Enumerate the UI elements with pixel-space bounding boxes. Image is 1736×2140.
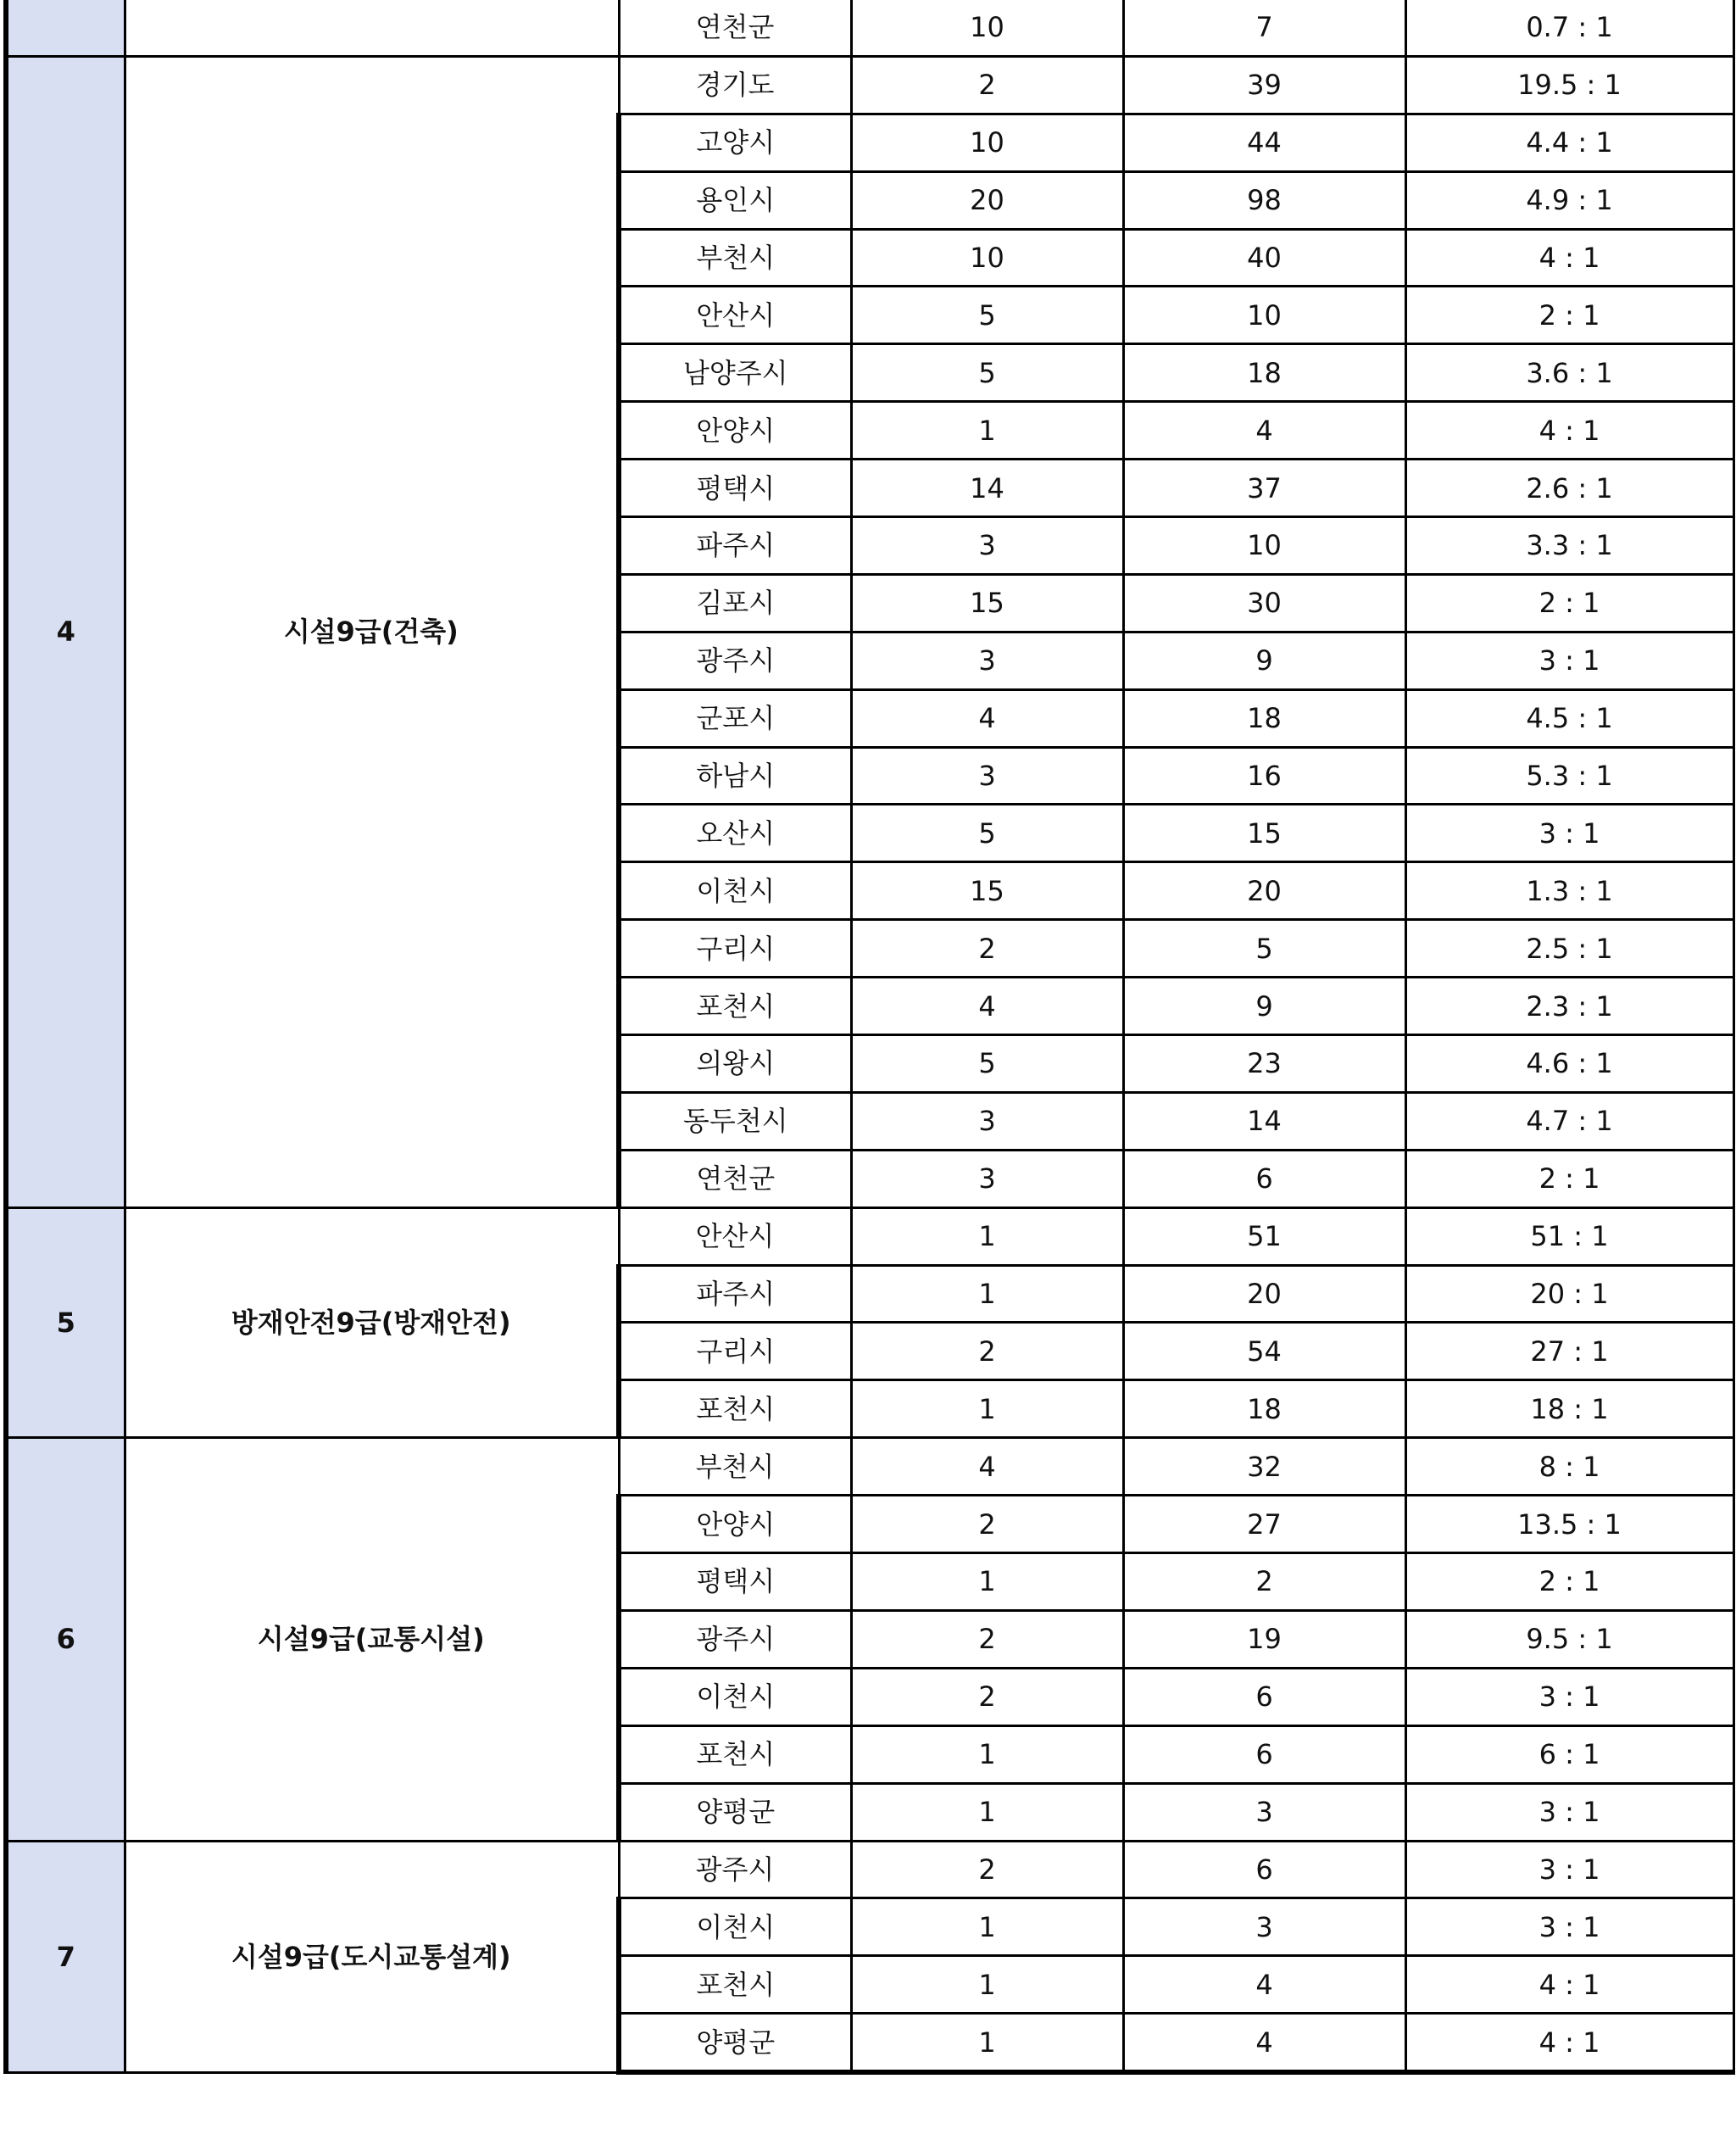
positions-cell: 1 [851, 1783, 1123, 1841]
applicants-cell: 18 [1123, 344, 1405, 402]
region-cell: 파주시 [619, 517, 851, 575]
region-cell: 군포시 [619, 689, 851, 747]
positions-cell: 1 [851, 1553, 1123, 1611]
positions-cell: 1 [851, 1207, 1123, 1265]
ratio-cell: 6 : 1 [1405, 1725, 1733, 1783]
applicants-cell: 40 [1123, 229, 1405, 287]
applicants-cell: 51 [1123, 1207, 1405, 1265]
applicants-cell: 3 [1123, 1783, 1405, 1841]
region-cell: 광주시 [619, 1841, 851, 1898]
applicants-cell: 9 [1123, 632, 1405, 689]
job-category-cell: 방재안전9급(방재안전) [125, 1207, 619, 1438]
region-cell: 파주시 [619, 1265, 851, 1323]
region-cell: 동두천시 [619, 1092, 851, 1150]
applicants-cell: 16 [1123, 747, 1405, 805]
region-cell: 이천시 [619, 1668, 851, 1725]
region-cell: 부천시 [619, 229, 851, 287]
region-cell: 연천군 [619, 0, 851, 56]
region-cell: 김포시 [619, 574, 851, 632]
table-body [6, 0, 1733, 2072]
applicants-cell: 10 [1123, 517, 1405, 575]
ratio-cell: 2.6 : 1 [1405, 460, 1733, 517]
ratio-cell: 3 : 1 [1405, 1898, 1733, 1956]
positions-cell: 4 [851, 689, 1123, 747]
ratio-cell: 3 : 1 [1405, 632, 1733, 689]
applicants-cell: 4 [1123, 2014, 1405, 2072]
job-category-cell [125, 0, 619, 56]
applicants-cell: 5 [1123, 920, 1405, 978]
positions-cell: 3 [851, 1092, 1123, 1150]
positions-cell: 3 [851, 747, 1123, 805]
ratio-cell: 3 : 1 [1405, 1668, 1733, 1725]
positions-cell: 2 [851, 1610, 1123, 1668]
positions-cell: 10 [851, 114, 1123, 171]
group-number-cell: 7 [6, 1841, 125, 2072]
group-number-cell [6, 0, 125, 56]
region-cell: 구리시 [619, 920, 851, 978]
ratio-cell: 3.3 : 1 [1405, 517, 1733, 575]
region-cell: 평택시 [619, 460, 851, 517]
ratio-cell: 2.5 : 1 [1405, 920, 1733, 978]
competition-ratio-table [3, 0, 1735, 2075]
applicants-cell: 44 [1123, 114, 1405, 171]
positions-cell: 2 [851, 1496, 1123, 1553]
region-cell: 연천군 [619, 1150, 851, 1207]
region-cell: 구리시 [619, 1323, 851, 1380]
region-cell: 부천시 [619, 1438, 851, 1496]
ratio-cell: 51 : 1 [1405, 1207, 1733, 1265]
applicants-cell: 23 [1123, 1035, 1405, 1093]
ratio-cell: 2 : 1 [1405, 1150, 1733, 1207]
region-cell: 양평군 [619, 2014, 851, 2072]
ratio-cell: 4.6 : 1 [1405, 1035, 1733, 1093]
positions-cell: 15 [851, 862, 1123, 920]
applicants-cell: 9 [1123, 978, 1405, 1035]
region-cell: 포천시 [619, 1725, 851, 1783]
positions-cell: 3 [851, 632, 1123, 689]
applicants-cell: 20 [1123, 862, 1405, 920]
ratio-cell: 2.3 : 1 [1405, 978, 1733, 1035]
positions-cell: 2 [851, 56, 1123, 114]
ratio-cell: 4.9 : 1 [1405, 171, 1733, 229]
ratio-cell: 4.4 : 1 [1405, 114, 1733, 171]
ratio-cell: 1.3 : 1 [1405, 862, 1733, 920]
applicants-cell: 27 [1123, 1496, 1405, 1553]
applicants-cell: 10 [1123, 287, 1405, 344]
region-cell: 오산시 [619, 805, 851, 862]
job-category-cell: 시설9급(건축) [125, 56, 619, 1207]
applicants-cell: 37 [1123, 460, 1405, 517]
positions-cell: 1 [851, 1725, 1123, 1783]
positions-cell: 10 [851, 229, 1123, 287]
applicants-cell: 3 [1123, 1898, 1405, 1956]
ratio-cell: 3 : 1 [1405, 1783, 1733, 1841]
table-row [6, 56, 1733, 114]
ratio-cell: 4 : 1 [1405, 229, 1733, 287]
applicants-cell: 6 [1123, 1725, 1405, 1783]
region-cell: 이천시 [619, 862, 851, 920]
positions-cell: 2 [851, 1668, 1123, 1725]
positions-cell: 1 [851, 1380, 1123, 1438]
ratio-cell: 4.7 : 1 [1405, 1092, 1733, 1150]
region-cell: 의왕시 [619, 1035, 851, 1093]
positions-cell: 2 [851, 1323, 1123, 1380]
ratio-cell: 9.5 : 1 [1405, 1610, 1733, 1668]
positions-cell: 3 [851, 517, 1123, 575]
ratio-cell: 27 : 1 [1405, 1323, 1733, 1380]
positions-cell: 4 [851, 1438, 1123, 1496]
ratio-cell: 4 : 1 [1405, 402, 1733, 460]
ratio-cell: 18 : 1 [1405, 1380, 1733, 1438]
positions-cell: 5 [851, 344, 1123, 402]
ratio-cell: 8 : 1 [1405, 1438, 1733, 1496]
table-row [6, 1841, 1733, 1898]
job-category-cell: 시설9급(교통시설) [125, 1438, 619, 1841]
ratio-cell: 13.5 : 1 [1405, 1496, 1733, 1553]
ratio-cell: 5.3 : 1 [1405, 747, 1733, 805]
group-number-cell: 5 [6, 1207, 125, 1438]
ratio-cell: 19.5 : 1 [1405, 56, 1733, 114]
applicants-cell: 2 [1123, 1553, 1405, 1611]
positions-cell: 1 [851, 2014, 1123, 2072]
region-cell: 평택시 [619, 1553, 851, 1611]
applicants-cell: 6 [1123, 1668, 1405, 1725]
positions-cell: 14 [851, 460, 1123, 517]
positions-cell: 5 [851, 1035, 1123, 1093]
ratio-cell: 4 : 1 [1405, 2014, 1733, 2072]
region-cell: 고양시 [619, 114, 851, 171]
ratio-cell: 2 : 1 [1405, 574, 1733, 632]
ratio-cell: 2 : 1 [1405, 287, 1733, 344]
applicants-cell: 32 [1123, 1438, 1405, 1496]
applicants-cell: 6 [1123, 1841, 1405, 1898]
region-cell: 포천시 [619, 1380, 851, 1438]
region-cell: 남양주시 [619, 344, 851, 402]
applicants-cell: 4 [1123, 1956, 1405, 2014]
region-cell: 하남시 [619, 747, 851, 805]
region-cell: 포천시 [619, 1956, 851, 2014]
table-row [6, 1438, 1733, 1496]
positions-cell: 20 [851, 171, 1123, 229]
applicants-cell: 18 [1123, 1380, 1405, 1438]
ratio-cell: 3.6 : 1 [1405, 344, 1733, 402]
ratio-cell: 3 : 1 [1405, 1841, 1733, 1898]
ratio-cell: 2 : 1 [1405, 1553, 1733, 1611]
table-row [6, 0, 1733, 56]
applicants-cell: 30 [1123, 574, 1405, 632]
applicants-cell: 54 [1123, 1323, 1405, 1380]
positions-cell: 1 [851, 1265, 1123, 1323]
positions-cell: 2 [851, 1841, 1123, 1898]
positions-cell: 1 [851, 1898, 1123, 1956]
region-cell: 광주시 [619, 632, 851, 689]
applicants-cell: 7 [1123, 0, 1405, 56]
applicants-cell: 20 [1123, 1265, 1405, 1323]
region-cell: 안산시 [619, 287, 851, 344]
region-cell: 포천시 [619, 978, 851, 1035]
applicants-cell: 18 [1123, 689, 1405, 747]
table-row [6, 1207, 1733, 1265]
ratio-cell: 0.7 : 1 [1405, 0, 1733, 56]
applicants-cell: 6 [1123, 1150, 1405, 1207]
ratio-cell: 20 : 1 [1405, 1265, 1733, 1323]
region-cell: 경기도 [619, 56, 851, 114]
job-category-cell: 시설9급(도시교통설계) [125, 1841, 619, 2072]
positions-cell: 4 [851, 978, 1123, 1035]
ratio-cell: 4.5 : 1 [1405, 689, 1733, 747]
region-cell: 용인시 [619, 171, 851, 229]
applicants-cell: 14 [1123, 1092, 1405, 1150]
applicants-cell: 15 [1123, 805, 1405, 862]
applicants-cell: 39 [1123, 56, 1405, 114]
region-cell: 안산시 [619, 1207, 851, 1265]
ratio-cell: 4 : 1 [1405, 1956, 1733, 2014]
region-cell: 안양시 [619, 402, 851, 460]
applicants-cell: 4 [1123, 402, 1405, 460]
group-number-cell: 4 [6, 56, 125, 1207]
positions-cell: 10 [851, 0, 1123, 56]
positions-cell: 2 [851, 920, 1123, 978]
region-cell: 광주시 [619, 1610, 851, 1668]
group-number-cell: 6 [6, 1438, 125, 1841]
positions-cell: 15 [851, 574, 1123, 632]
positions-cell: 5 [851, 287, 1123, 344]
applicants-cell: 19 [1123, 1610, 1405, 1668]
positions-cell: 5 [851, 805, 1123, 862]
positions-cell: 1 [851, 1956, 1123, 2014]
ratio-cell: 3 : 1 [1405, 805, 1733, 862]
region-cell: 이천시 [619, 1898, 851, 1956]
region-cell: 양평군 [619, 1783, 851, 1841]
positions-cell: 3 [851, 1150, 1123, 1207]
positions-cell: 1 [851, 402, 1123, 460]
region-cell: 안양시 [619, 1496, 851, 1553]
applicants-cell: 98 [1123, 171, 1405, 229]
